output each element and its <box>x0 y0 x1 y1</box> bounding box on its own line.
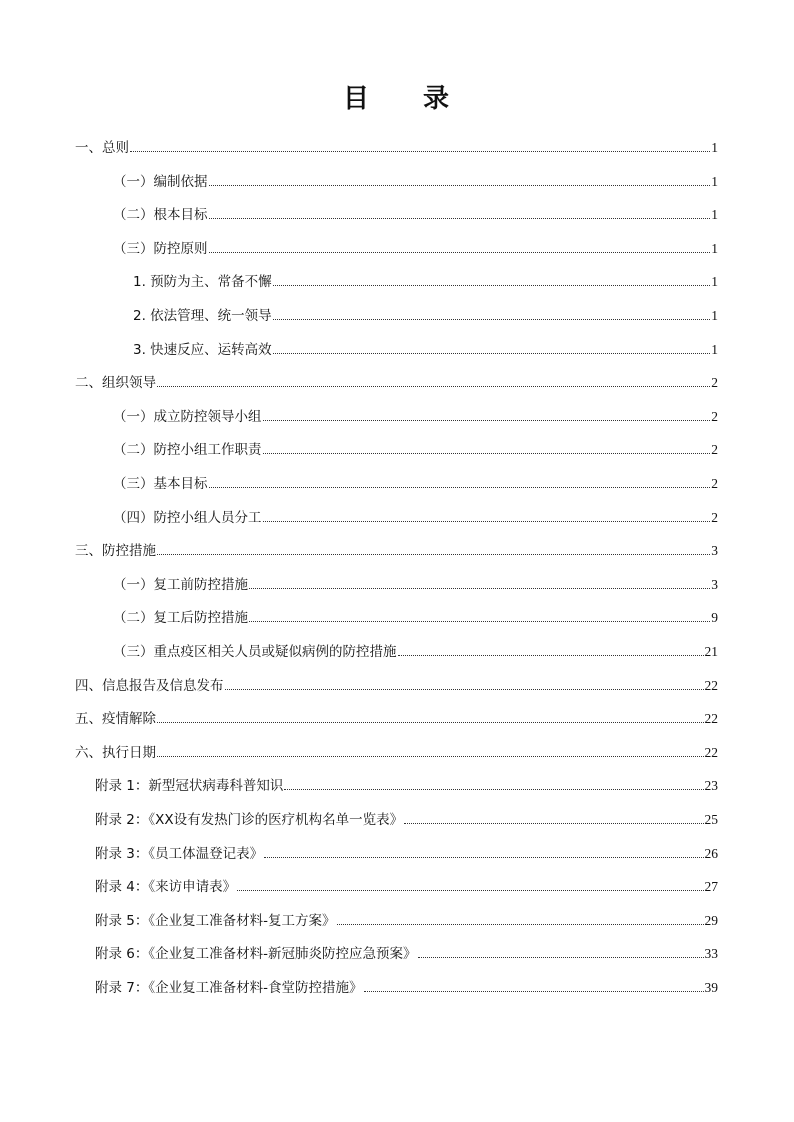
toc-entry-label: （一）复工前防控措施 <box>113 576 248 593</box>
toc-entry[interactable] <box>95 907 718 929</box>
dot-leader <box>337 924 704 925</box>
toc-entry-label: 附录 1：新型冠状病毒科普知识 <box>95 778 284 795</box>
dot-leader <box>209 252 711 253</box>
toc-entry-page: 21 <box>704 644 718 659</box>
toc-entry-page: 27 <box>704 879 718 895</box>
toc-entry[interactable] <box>75 739 718 761</box>
toc-entry-page: 1 <box>711 274 718 290</box>
dot-leader <box>209 218 711 219</box>
dot-leader <box>249 588 710 589</box>
toc-entry-page: 22 <box>704 677 718 693</box>
toc-entry-label: （一）编制依据 <box>113 173 208 190</box>
toc-entry-page: 2 <box>711 442 718 458</box>
toc-entry-page: 2 <box>711 509 718 525</box>
dot-leader <box>157 386 710 387</box>
dot-leader <box>209 487 711 488</box>
toc-entry-label: （三）基本目标 <box>113 476 208 492</box>
toc-entry[interactable] <box>75 705 718 727</box>
toc-entry-page: 3 <box>711 543 718 559</box>
toc-entry[interactable] <box>95 772 718 794</box>
dot-leader <box>364 991 704 992</box>
title-char-1: 目 <box>342 84 371 114</box>
dot-leader <box>263 420 711 421</box>
dot-leader <box>273 319 711 320</box>
dot-leader <box>157 554 710 555</box>
toc-entry[interactable] <box>113 571 718 593</box>
toc-entry[interactable] <box>95 940 718 962</box>
toc-entry-label: 附录 5：《企业复工准备材料-复工方案》 <box>95 912 336 929</box>
toc-entry-label: 附录 7：《企业复工准备材料-食堂防控措施》 <box>95 980 363 996</box>
title-char-2: 录 <box>423 84 452 114</box>
toc-entry-page: 1 <box>711 308 718 323</box>
toc-entry-label: （三）防控原则 <box>113 240 208 257</box>
toc-entry-page: 25 <box>704 812 718 827</box>
dot-leader <box>284 789 703 790</box>
toc-entry[interactable] <box>113 201 718 223</box>
toc-entry-page: 29 <box>704 912 718 928</box>
dot-leader <box>157 722 704 723</box>
toc-entry-label: 附录 4：《来访申请表》 <box>95 879 237 896</box>
toc-entry[interactable] <box>95 873 718 895</box>
dot-leader <box>273 353 711 354</box>
dot-leader <box>273 285 711 286</box>
toc-entry-label: 三、防控措施 <box>75 543 156 560</box>
toc-entry-page: 26 <box>704 845 718 861</box>
toc-entry-label: 2. 依法管理、统一领导 <box>133 308 272 324</box>
toc-entry-label: 四、信息报告及信息发布 <box>75 677 224 694</box>
toc-entry-label: （二）防控小组工作职责 <box>113 442 262 459</box>
dot-leader <box>225 689 704 690</box>
toc-entry-label: 五、疫情解除 <box>75 711 156 728</box>
toc-entry-page: 2 <box>711 408 718 424</box>
toc-entry[interactable] <box>95 974 718 996</box>
toc-entry[interactable] <box>133 336 718 358</box>
toc-entry[interactable] <box>113 470 718 492</box>
toc-entry-page: 2 <box>711 375 718 391</box>
toc-entry[interactable] <box>113 638 718 660</box>
dot-leader <box>263 453 711 454</box>
dot-leader <box>130 151 710 152</box>
dot-leader <box>263 521 711 522</box>
toc-entry[interactable] <box>133 302 718 324</box>
toc-entry[interactable] <box>133 268 718 290</box>
toc-entry-label: 一、总则 <box>75 140 129 156</box>
toc-entry[interactable] <box>113 235 718 257</box>
toc-entry-label: （四）防控小组人员分工 <box>113 509 262 526</box>
toc-entry-label: 附录 3：《员工体温登记表》 <box>95 845 264 862</box>
toc-entry-label: 3. 快速反应、运转高效 <box>133 341 272 358</box>
toc-entry-label: 1. 预防为主、常备不懈 <box>133 274 272 291</box>
toc-entry-label: 六、执行日期 <box>75 744 156 761</box>
toc-entry-page: 1 <box>711 140 718 155</box>
dot-leader <box>404 823 703 824</box>
dot-leader <box>249 621 710 622</box>
toc-entry-label: （一）成立防控领导小组 <box>113 408 262 425</box>
toc-entry-label: 附录 6：《企业复工准备材料-新冠肺炎防控应急预案》 <box>95 946 417 963</box>
toc-entry[interactable] <box>113 604 718 626</box>
dot-leader <box>418 957 704 958</box>
toc-entry-page: 39 <box>704 980 718 995</box>
toc-entry-page: 22 <box>704 744 718 760</box>
toc-entry-label: 附录 2：《XX设有发热门诊的医疗机构名单一览表》 <box>95 812 404 828</box>
toc-entry-page: 33 <box>704 946 718 962</box>
toc-entry[interactable] <box>75 537 718 559</box>
toc-entry-page: 22 <box>704 711 718 727</box>
toc-entry[interactable] <box>75 134 718 156</box>
dot-leader <box>157 756 704 757</box>
toc-entry-page: 1 <box>711 240 718 256</box>
toc-entry-label: （二）复工后防控措施 <box>113 610 248 627</box>
toc-entry[interactable] <box>75 672 718 694</box>
dot-leader <box>237 890 703 891</box>
toc-entry-label: （三）重点疫区相关人员或疑似病例的防控措施 <box>113 644 397 660</box>
toc-entry-page: 1 <box>711 341 718 357</box>
toc-entry[interactable] <box>95 840 718 862</box>
toc-entry-page: 9 <box>711 610 718 626</box>
toc-entry[interactable] <box>113 504 718 526</box>
toc-entry-label: （二）根本目标 <box>113 207 208 224</box>
toc-entry-page: 23 <box>704 778 718 794</box>
toc-entry[interactable] <box>113 168 718 190</box>
toc-entry[interactable] <box>113 403 718 425</box>
toc-entry[interactable] <box>95 806 718 828</box>
page-title <box>0 78 794 115</box>
dot-leader <box>209 185 711 186</box>
toc-entry-label: 二、组织领导 <box>75 375 156 392</box>
dot-leader <box>264 857 703 858</box>
toc-entry[interactable] <box>75 369 718 391</box>
dot-leader <box>398 655 704 656</box>
toc-entry-page: 2 <box>711 476 718 491</box>
toc-entry-page: 1 <box>711 173 718 189</box>
toc-entry-page: 1 <box>711 207 718 223</box>
toc-entry-page: 3 <box>711 576 718 592</box>
toc-entry[interactable] <box>113 436 718 458</box>
